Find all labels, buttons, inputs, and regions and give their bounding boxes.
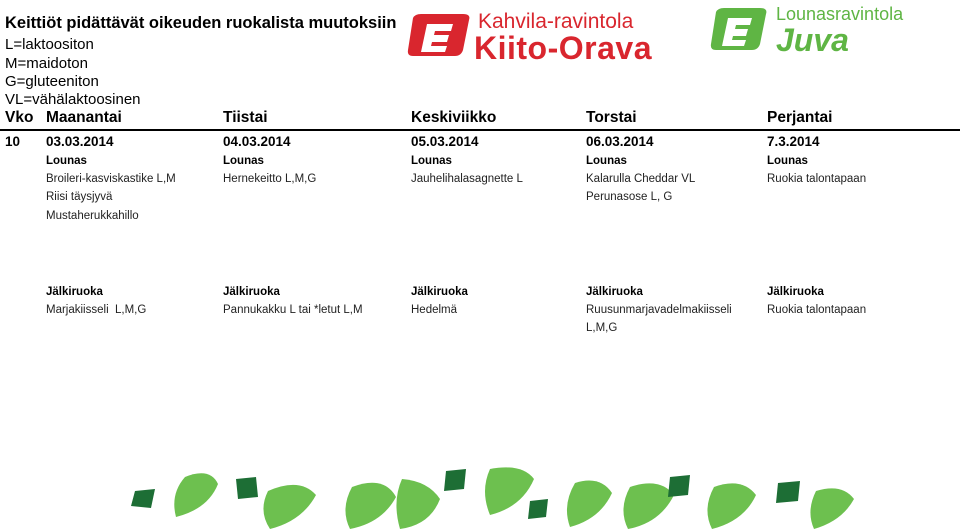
lunch-item-thursday-2: Perunasose L, G <box>586 191 673 203</box>
leaf-light-3-icon <box>345 483 396 529</box>
dessert-label-monday: Jälkiruoka <box>46 286 103 298</box>
header-thursday: Torstai <box>586 109 637 126</box>
leaf-dark-2-icon <box>236 477 258 499</box>
dessert-label-thursday: Jälkiruoka <box>586 286 643 298</box>
leaf-light-1-icon <box>174 473 218 517</box>
leaf-light-2-icon <box>263 485 316 529</box>
dessert-item-monday-1: Marjakiisseli L,M,G <box>46 304 147 316</box>
juva-tagline: Lounasravintola <box>776 4 904 24</box>
date-tuesday: 04.03.2014 <box>223 134 291 149</box>
lunch-item-monday-2: Riisi täysjyvä <box>46 191 113 203</box>
lunch-item-thursday-1: Kalarulla Cheddar VL <box>586 173 696 185</box>
lunch-item-tuesday-1: Hernekeitto L,M,G <box>223 173 317 185</box>
lunch-label-monday: Lounas <box>46 155 87 167</box>
leaf-light-4-icon <box>396 479 440 529</box>
juva-emblem-icon <box>708 6 770 52</box>
decorative-leaves <box>0 439 960 529</box>
lunch-item-monday-1: Broileri-kasviskastike L,M <box>46 173 176 185</box>
lunch-item-friday-1: Ruokia talontapaan <box>767 173 867 185</box>
leaf-light-5-icon <box>485 467 534 515</box>
kiito-orava-tagline: Kahvila-ravintola <box>478 10 634 33</box>
leaf-light-8-icon <box>707 483 756 529</box>
dessert-item-friday-1: Ruokia talontapaan <box>767 304 867 316</box>
leaf-light-9-icon <box>810 488 854 529</box>
lunch-label-wednesday: Lounas <box>411 155 452 167</box>
header-friday: Perjantai <box>767 109 833 126</box>
legend-lactose-free: L=laktoositon <box>5 36 94 53</box>
leaf-dark-5-icon <box>668 475 690 497</box>
juva-name: Juva <box>776 22 849 58</box>
header-tuesday: Tiistai <box>223 109 268 126</box>
dessert-item-thursday-1: Ruusunmarjavadelmakiisseli <box>586 304 732 316</box>
lunch-label-tuesday: Lounas <box>223 155 264 167</box>
legend-low-lactose: VL=vähälaktoosinen <box>5 91 141 108</box>
header-monday: Maanantai <box>46 109 122 126</box>
dessert-label-tuesday: Jälkiruoka <box>223 286 280 298</box>
page-title: Keittiöt pidättävät oikeuden ruokalista muutoksiin <box>5 14 397 32</box>
date-wednesday: 05.03.2014 <box>411 134 479 149</box>
lunch-item-wednesday-1: Jauhelihalasagnette L <box>411 173 523 185</box>
dessert-label-wednesday: Jälkiruoka <box>411 286 468 298</box>
date-thursday: 06.03.2014 <box>586 134 654 149</box>
header-divider <box>0 129 960 131</box>
dessert-item-tuesday-1: Pannukakku L tai *letut L,M <box>223 304 363 316</box>
week-number: 10 <box>5 134 21 149</box>
dessert-item-wednesday-1: Hedelmä <box>411 304 458 316</box>
dessert-label-friday: Jälkiruoka <box>767 286 824 298</box>
leaf-light-6-icon <box>567 481 612 527</box>
leaf-dark-6-icon <box>776 481 800 503</box>
leaf-dark-1-icon <box>131 489 155 508</box>
date-friday: 7.3.2014 <box>767 134 820 149</box>
lunch-label-thursday: Lounas <box>586 155 627 167</box>
date-monday: 03.03.2014 <box>46 134 114 149</box>
header-week: Vko <box>5 109 34 126</box>
kiito-orava-name: Kiito-Orava <box>474 30 652 66</box>
dessert-item-thursday-2: L,M,G <box>586 322 618 334</box>
legend-dairy-free: M=maidoton <box>5 55 88 72</box>
leaf-light-7-icon <box>623 483 674 529</box>
kiito-orava-emblem-icon <box>405 12 475 58</box>
header-wednesday: Keskiviikko <box>411 109 497 126</box>
lunch-label-friday: Lounas <box>767 155 808 167</box>
legend-gluten-free: G=gluteeniton <box>5 73 99 90</box>
leaf-dark-4-icon <box>528 499 548 519</box>
lunch-item-monday-3: Mustaherukkahillo <box>46 210 139 222</box>
leaf-dark-3-icon <box>444 469 466 491</box>
